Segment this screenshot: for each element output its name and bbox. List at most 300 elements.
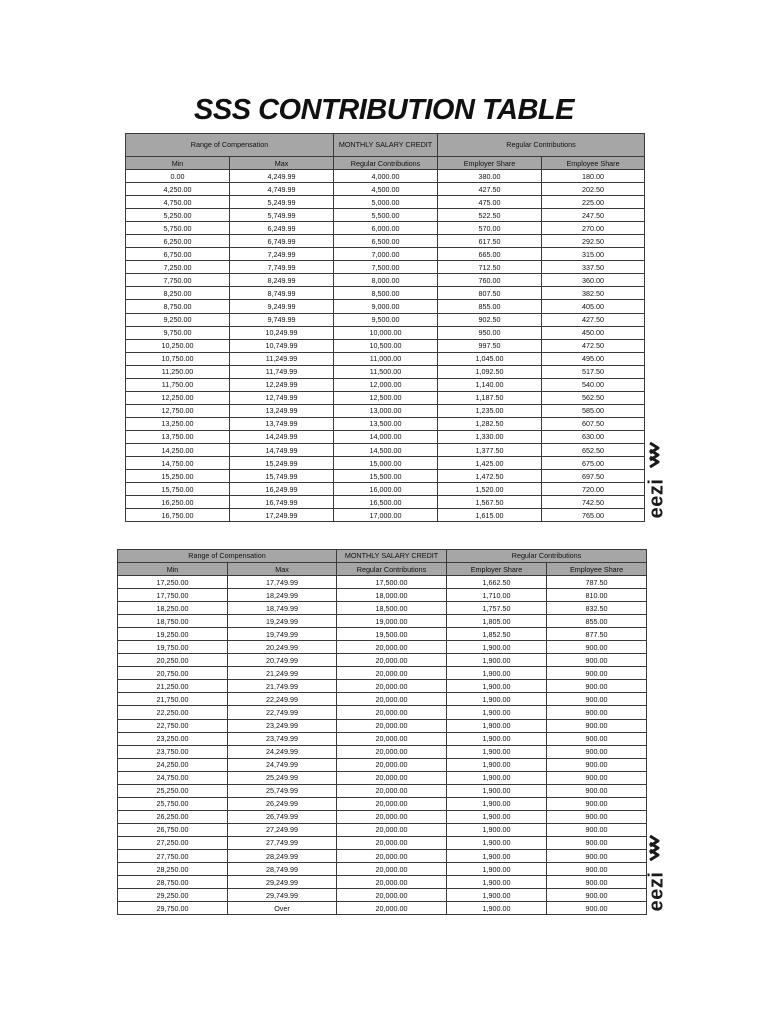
max-cell: 29,749.99 (228, 889, 337, 902)
table-row (126, 196, 645, 209)
msc-cell: 17,000.00 (334, 509, 438, 522)
employee-share-header: Employee Share (542, 157, 645, 170)
table-row (126, 509, 645, 522)
max-cell: 10,749.99 (230, 339, 334, 352)
employee-share-cell: 900.00 (547, 784, 647, 797)
employer-share-cell: 855.00 (438, 300, 542, 313)
max-cell: 21,749.99 (228, 680, 337, 693)
employer-share-cell: 760.00 (438, 274, 542, 287)
employer-share-cell: 1,900.00 (447, 771, 547, 784)
msc-cell: 20,000.00 (337, 823, 447, 836)
min-cell: 28,250.00 (118, 863, 228, 876)
employer-share-cell: 617.50 (438, 235, 542, 248)
employee-share-cell: 900.00 (547, 836, 647, 849)
max-cell: 24,749.99 (228, 758, 337, 771)
max-cell: 18,249.99 (228, 589, 337, 602)
min-cell: 29,750.00 (118, 902, 228, 915)
max-cell: 8,249.99 (230, 274, 334, 287)
employer-share-cell: 1,900.00 (447, 889, 547, 902)
table-row (118, 719, 647, 732)
msc-cell: 11,500.00 (334, 365, 438, 378)
employee-share-cell: 900.00 (547, 797, 647, 810)
employer-share-cell: 1,567.50 (438, 496, 542, 509)
employer-share-cell: 1,377.50 (438, 443, 542, 456)
max-cell: 11,249.99 (230, 352, 334, 365)
employer-share-cell: 1,900.00 (447, 784, 547, 797)
min-cell: 25,750.00 (118, 797, 228, 810)
employee-share-cell: 900.00 (547, 693, 647, 706)
min-cell: 8,750.00 (126, 300, 230, 313)
employee-share-cell: 270.00 (542, 222, 645, 235)
employer-share-cell: 427.50 (438, 183, 542, 196)
employee-share-cell: 517.50 (542, 365, 645, 378)
msc-cell: 20,000.00 (337, 797, 447, 810)
employee-share-cell: 630.00 (542, 430, 645, 443)
table-row (126, 457, 645, 470)
table-row (126, 404, 645, 417)
employer-share-cell: 1,900.00 (447, 641, 547, 654)
min-cell: 28,750.00 (118, 876, 228, 889)
min-cell: 5,750.00 (126, 222, 230, 235)
eezi-wave-icon (646, 833, 668, 863)
employee-share-cell: 900.00 (547, 771, 647, 784)
employee-share-cell: 900.00 (547, 758, 647, 771)
min-cell: 16,750.00 (126, 509, 230, 522)
msc-cell: 20,000.00 (337, 863, 447, 876)
table-row (118, 667, 647, 680)
employee-share-cell: 427.50 (542, 313, 645, 326)
employee-share-cell: 382.50 (542, 287, 645, 300)
min-cell: 6,250.00 (126, 235, 230, 248)
max-cell: 12,249.99 (230, 378, 334, 391)
max-cell: 13,749.99 (230, 417, 334, 430)
employee-share-cell: 900.00 (547, 823, 647, 836)
monthly-salary-credit-header: MONTHLY SALARY CREDIT (334, 134, 438, 157)
msc-cell: 20,000.00 (337, 732, 447, 745)
min-cell: 13,750.00 (126, 430, 230, 443)
msc-cell: 8,500.00 (334, 287, 438, 300)
employee-share-cell: 247.50 (542, 209, 645, 222)
min-cell: 23,250.00 (118, 732, 228, 745)
table-row (118, 902, 647, 915)
employer-share-cell: 380.00 (438, 170, 542, 183)
employee-share-cell: 405.00 (542, 300, 645, 313)
min-cell: 7,750.00 (126, 274, 230, 287)
employer-share-cell: 1,757.50 (447, 602, 547, 615)
msc-cell: 14,000.00 (334, 430, 438, 443)
table-row (118, 771, 647, 784)
employee-share-cell: 900.00 (547, 654, 647, 667)
employer-share-cell: 1,900.00 (447, 706, 547, 719)
msc-cell: 10,500.00 (334, 339, 438, 352)
max-cell: 7,249.99 (230, 248, 334, 261)
msc-cell: 12,000.00 (334, 378, 438, 391)
employer-share-cell: 1,900.00 (447, 810, 547, 823)
employer-share-cell: 570.00 (438, 222, 542, 235)
msc-cell: 20,000.00 (337, 693, 447, 706)
regular-contributions-header: Regular Contributions (447, 550, 647, 563)
min-cell: 24,750.00 (118, 771, 228, 784)
table-row (118, 654, 647, 667)
max-cell: 21,249.99 (228, 667, 337, 680)
employee-share-cell: 877.50 (547, 628, 647, 641)
max-cell: 9,249.99 (230, 300, 334, 313)
min-cell: 19,250.00 (118, 628, 228, 641)
employer-share-cell: 1,282.50 (438, 417, 542, 430)
max-cell: 5,749.99 (230, 209, 334, 222)
min-cell: 14,750.00 (126, 457, 230, 470)
employee-share-cell: 900.00 (547, 863, 647, 876)
table-row (118, 693, 647, 706)
employee-share-cell: 180.00 (542, 170, 645, 183)
msc-cell: 18,500.00 (337, 602, 447, 615)
max-cell: 17,749.99 (228, 576, 337, 589)
employer-share-cell: 522.50 (438, 209, 542, 222)
min-cell: 27,750.00 (118, 849, 228, 862)
employer-share-cell: 1,900.00 (447, 732, 547, 745)
min-cell: 22,750.00 (118, 719, 228, 732)
employer-share-cell: 1,900.00 (447, 876, 547, 889)
max-cell: 27,749.99 (228, 836, 337, 849)
max-cell: 4,749.99 (230, 183, 334, 196)
max-cell: 19,749.99 (228, 628, 337, 641)
employer-share-cell: 1,045.00 (438, 352, 542, 365)
table-row (118, 810, 647, 823)
min-cell: 9,750.00 (126, 326, 230, 339)
max-cell: 6,749.99 (230, 235, 334, 248)
msc-cell: 20,000.00 (337, 680, 447, 693)
min-cell: 10,750.00 (126, 352, 230, 365)
table-row (118, 889, 647, 902)
min-cell: 18,750.00 (118, 615, 228, 628)
min-cell: 23,750.00 (118, 745, 228, 758)
max-cell: 18,749.99 (228, 602, 337, 615)
regular-contributions-subheader: Regular Contributions (337, 563, 447, 576)
max-cell: 25,249.99 (228, 771, 337, 784)
msc-cell: 12,500.00 (334, 391, 438, 404)
employer-share-cell: 1,092.50 (438, 365, 542, 378)
employer-share-header: Employer Share (438, 157, 542, 170)
msc-cell: 8,000.00 (334, 274, 438, 287)
table-row (118, 863, 647, 876)
msc-cell: 9,500.00 (334, 313, 438, 326)
employee-share-header: Employee Share (547, 563, 647, 576)
table-row (126, 313, 645, 326)
msc-cell: 11,000.00 (334, 352, 438, 365)
employee-share-cell: 607.50 (542, 417, 645, 430)
table-row (118, 641, 647, 654)
employee-share-cell: 900.00 (547, 667, 647, 680)
msc-cell: 20,000.00 (337, 902, 447, 915)
max-cell: 16,749.99 (230, 496, 334, 509)
employee-share-cell: 720.00 (542, 483, 645, 496)
employer-share-cell: 950.00 (438, 326, 542, 339)
table-row (126, 365, 645, 378)
employer-share-cell: 1,900.00 (447, 836, 547, 849)
monthly-salary-credit-header: MONTHLY SALARY CREDIT (337, 550, 447, 563)
max-cell: 12,749.99 (230, 391, 334, 404)
min-header: Min (118, 563, 228, 576)
msc-cell: 20,000.00 (337, 771, 447, 784)
employer-share-cell: 1,900.00 (447, 654, 547, 667)
employer-share-cell: 1,900.00 (447, 693, 547, 706)
employee-share-cell: 787.50 (547, 576, 647, 589)
min-cell: 29,250.00 (118, 889, 228, 902)
table-row (126, 430, 645, 443)
msc-cell: 20,000.00 (337, 889, 447, 902)
min-cell: 26,750.00 (118, 823, 228, 836)
msc-cell: 9,000.00 (334, 300, 438, 313)
msc-cell: 13,500.00 (334, 417, 438, 430)
min-cell: 24,250.00 (118, 758, 228, 771)
table-2-body (118, 576, 647, 915)
max-cell: 14,249.99 (230, 430, 334, 443)
msc-cell: 15,500.00 (334, 470, 438, 483)
table-row (118, 628, 647, 641)
msc-cell: 7,500.00 (334, 261, 438, 274)
eezi-wave-icon (646, 440, 668, 470)
employee-share-cell: 360.00 (542, 274, 645, 287)
table-row (126, 391, 645, 404)
msc-cell: 6,000.00 (334, 222, 438, 235)
msc-cell: 17,500.00 (337, 576, 447, 589)
msc-cell: 10,000.00 (334, 326, 438, 339)
msc-cell: 20,000.00 (337, 784, 447, 797)
table-row (118, 876, 647, 889)
min-cell: 10,250.00 (126, 339, 230, 352)
employer-share-cell: 1,900.00 (447, 823, 547, 836)
table-row (126, 470, 645, 483)
employee-share-cell: 472.50 (542, 339, 645, 352)
msc-cell: 20,000.00 (337, 667, 447, 680)
min-header: Min (126, 157, 230, 170)
max-cell: 29,249.99 (228, 876, 337, 889)
employee-share-cell: 495.00 (542, 352, 645, 365)
max-cell: 25,749.99 (228, 784, 337, 797)
max-cell: 26,249.99 (228, 797, 337, 810)
employee-share-cell: 900.00 (547, 732, 647, 745)
table-row (126, 443, 645, 456)
range-of-compensation-header: Range of Compensation (118, 550, 337, 563)
employer-share-cell: 1,472.50 (438, 470, 542, 483)
employer-share-cell: 665.00 (438, 248, 542, 261)
max-cell: 13,249.99 (230, 404, 334, 417)
contribution-table-2 (117, 549, 647, 915)
min-cell: 12,750.00 (126, 404, 230, 417)
msc-cell: 20,000.00 (337, 654, 447, 667)
employee-share-cell: 900.00 (547, 889, 647, 902)
employer-share-cell: 1,425.00 (438, 457, 542, 470)
max-cell: 15,249.99 (230, 457, 334, 470)
regular-contributions-subheader: Regular Contributions (334, 157, 438, 170)
table-row (126, 235, 645, 248)
msc-cell: 20,000.00 (337, 810, 447, 823)
logo-text: eezi (645, 478, 668, 519)
employer-share-cell: 1,900.00 (447, 680, 547, 693)
table-1-body (126, 170, 645, 522)
employer-share-cell: 1,615.00 (438, 509, 542, 522)
max-cell: 4,249.99 (230, 170, 334, 183)
max-cell: 27,249.99 (228, 823, 337, 836)
employer-share-cell: 712.50 (438, 261, 542, 274)
employer-share-cell: 1,900.00 (447, 667, 547, 680)
min-cell: 17,750.00 (118, 589, 228, 602)
max-header: Max (230, 157, 334, 170)
max-cell: 22,749.99 (228, 706, 337, 719)
max-cell: Over (228, 902, 337, 915)
table-row (126, 261, 645, 274)
min-cell: 6,750.00 (126, 248, 230, 261)
max-cell: 7,749.99 (230, 261, 334, 274)
msc-cell: 13,000.00 (334, 404, 438, 417)
msc-cell: 20,000.00 (337, 745, 447, 758)
table-row (118, 758, 647, 771)
max-cell: 8,749.99 (230, 287, 334, 300)
msc-cell: 20,000.00 (337, 719, 447, 732)
msc-cell: 20,000.00 (337, 706, 447, 719)
employer-share-cell: 1,710.00 (447, 589, 547, 602)
table-row (118, 849, 647, 862)
max-cell: 22,249.99 (228, 693, 337, 706)
table-row (118, 589, 647, 602)
min-cell: 12,250.00 (126, 391, 230, 404)
table-row (118, 615, 647, 628)
max-cell: 26,749.99 (228, 810, 337, 823)
employer-share-cell: 997.50 (438, 339, 542, 352)
employee-share-cell: 900.00 (547, 719, 647, 732)
employee-share-cell: 540.00 (542, 378, 645, 391)
employee-share-cell: 900.00 (547, 706, 647, 719)
msc-cell: 20,000.00 (337, 641, 447, 654)
table-row (126, 248, 645, 261)
employee-share-cell: 832.50 (547, 602, 647, 615)
max-cell: 28,249.99 (228, 849, 337, 862)
table-row (118, 680, 647, 693)
employer-share-cell: 1,900.00 (447, 719, 547, 732)
employee-share-cell: 450.00 (542, 326, 645, 339)
msc-cell: 5,000.00 (334, 196, 438, 209)
table-row (126, 170, 645, 183)
msc-cell: 7,000.00 (334, 248, 438, 261)
employer-share-cell: 1,330.00 (438, 430, 542, 443)
employer-share-cell: 1,900.00 (447, 902, 547, 915)
employee-share-cell: 765.00 (542, 509, 645, 522)
employer-share-cell: 1,900.00 (447, 863, 547, 876)
max-cell: 17,249.99 (230, 509, 334, 522)
eezi-logo (646, 440, 668, 524)
min-cell: 20,750.00 (118, 667, 228, 680)
employee-share-cell: 810.00 (547, 589, 647, 602)
table-row (126, 287, 645, 300)
table-row (118, 784, 647, 797)
min-cell: 20,250.00 (118, 654, 228, 667)
max-cell: 20,249.99 (228, 641, 337, 654)
employer-share-cell: 1,140.00 (438, 378, 542, 391)
min-cell: 26,250.00 (118, 810, 228, 823)
employer-share-cell: 1,520.00 (438, 483, 542, 496)
msc-cell: 18,000.00 (337, 589, 447, 602)
employer-share-cell: 902.50 (438, 313, 542, 326)
range-of-compensation-header: Range of Compensation (126, 134, 334, 157)
min-cell: 15,750.00 (126, 483, 230, 496)
table-row (126, 209, 645, 222)
max-cell: 15,749.99 (230, 470, 334, 483)
msc-cell: 14,500.00 (334, 443, 438, 456)
employee-share-cell: 562.50 (542, 391, 645, 404)
eezi-logo (646, 833, 668, 917)
max-cell: 20,749.99 (228, 654, 337, 667)
min-cell: 5,250.00 (126, 209, 230, 222)
min-cell: 0.00 (126, 170, 230, 183)
employer-share-cell: 1,805.00 (447, 615, 547, 628)
employer-share-cell: 1,852.50 (447, 628, 547, 641)
min-cell: 18,250.00 (118, 602, 228, 615)
msc-cell: 16,000.00 (334, 483, 438, 496)
min-cell: 9,250.00 (126, 313, 230, 326)
min-cell: 13,250.00 (126, 417, 230, 430)
employee-share-cell: 202.50 (542, 183, 645, 196)
table-row (126, 417, 645, 430)
msc-cell: 6,500.00 (334, 235, 438, 248)
table-row (118, 732, 647, 745)
employee-share-cell: 292.50 (542, 235, 645, 248)
table-row (126, 378, 645, 391)
employee-share-cell: 900.00 (547, 849, 647, 862)
employee-share-cell: 900.00 (547, 902, 647, 915)
employee-share-cell: 855.00 (547, 615, 647, 628)
table-row (118, 576, 647, 589)
employee-share-cell: 742.50 (542, 496, 645, 509)
table-row (118, 797, 647, 810)
employee-share-cell: 315.00 (542, 248, 645, 261)
min-cell: 27,250.00 (118, 836, 228, 849)
msc-cell: 19,000.00 (337, 615, 447, 628)
min-cell: 22,250.00 (118, 706, 228, 719)
logo-text: eezi (645, 871, 668, 912)
table-row (118, 745, 647, 758)
msc-cell: 20,000.00 (337, 758, 447, 771)
table-row (126, 222, 645, 235)
msc-cell: 4,000.00 (334, 170, 438, 183)
employer-share-cell: 475.00 (438, 196, 542, 209)
page-title: SSS CONTRIBUTION TABLE (194, 94, 574, 126)
min-cell: 16,250.00 (126, 496, 230, 509)
msc-cell: 20,000.00 (337, 836, 447, 849)
max-cell: 10,249.99 (230, 326, 334, 339)
regular-contributions-header: Regular Contributions (438, 134, 645, 157)
msc-cell: 16,500.00 (334, 496, 438, 509)
table-row (126, 300, 645, 313)
msc-cell: 5,500.00 (334, 209, 438, 222)
table-row (126, 183, 645, 196)
min-cell: 7,250.00 (126, 261, 230, 274)
msc-cell: 20,000.00 (337, 876, 447, 889)
table-row (126, 274, 645, 287)
table-row (126, 352, 645, 365)
min-cell: 8,250.00 (126, 287, 230, 300)
employee-share-cell: 900.00 (547, 641, 647, 654)
employee-share-cell: 585.00 (542, 404, 645, 417)
table-row (126, 339, 645, 352)
max-cell: 24,249.99 (228, 745, 337, 758)
msc-cell: 15,000.00 (334, 457, 438, 470)
employee-share-cell: 900.00 (547, 810, 647, 823)
employer-share-cell: 1,900.00 (447, 745, 547, 758)
msc-cell: 20,000.00 (337, 849, 447, 862)
max-cell: 11,749.99 (230, 365, 334, 378)
min-cell: 17,250.00 (118, 576, 228, 589)
employer-share-cell: 1,187.50 (438, 391, 542, 404)
